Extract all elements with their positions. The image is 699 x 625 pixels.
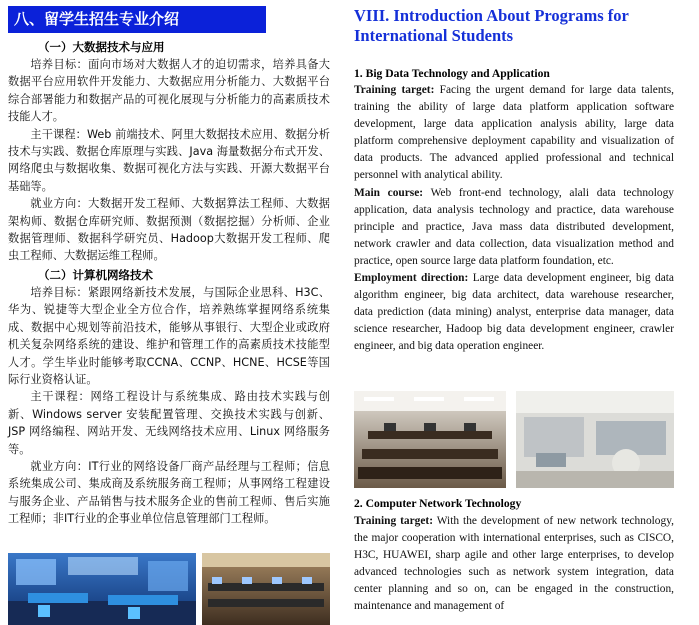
en-network-target-label: Training target: <box>354 515 434 527</box>
lab-photo-blue <box>8 553 196 625</box>
chinese-column <box>8 6 330 528</box>
right-photos <box>354 391 674 488</box>
lab-photo-warm <box>202 553 330 625</box>
en-target-label: Training target: <box>354 84 435 96</box>
en-employment-label: Employment direction: <box>354 272 469 285</box>
cn-network-target: 培养目标：紧跟网络新技术发展，与国际企业思科、H3C、华为、锐捷等大型企业全方位合作，培养熟练掌握网络系统集成、数据中心规划等前沿技术，能够从事银行、大型企业或政府机关复杂网络系统的建设、维护和管理工作的高素质技术技能型人才。学生毕业时能够考取CCNA、CCNP、HCNE、HCSE等国际行业资格认证。 <box>8 285 330 386</box>
en-big-data-courses: Main course: Web front-end technology, alali data technology application, data analysis technology and practice, data warehouse principle and practice, Java mass data distributed development, network crawler and data collection, data visualization method and practice, open source large data platform foundation, etc. <box>354 186 674 267</box>
en-heading-network: 2. Computer Network Technology <box>354 497 522 510</box>
english-section-title: VIII. Introduction About Programs for International Students <box>354 6 629 45</box>
classroom-photo <box>354 391 506 488</box>
chinese-section-title: 八、留学生招生专业介绍 <box>8 6 266 33</box>
cn-big-data-employment: 就业方向：大数据开发工程师、大数据算法工程师、大数据架构师、数据仓库研究师、数据预测（数据挖掘）分析师、企业数据管理师、数据科学研究员、Hadoop大数据开发工程师、爬虫工程师、大数据运维工程师。 <box>8 197 330 263</box>
en-network-block <box>354 513 674 616</box>
cn-heading-network: （二）计算机网络技术 <box>38 267 153 282</box>
en-heading-big-data: 1. Big Data Technology and Application <box>354 67 550 80</box>
lounge-photo <box>516 391 674 488</box>
cn-network-employment: 就业方向：IT行业的网络设备厂商产品经理与工程师；信息系统集成公司、集成商及系统服务商工程师；从事网络工程建设与服务企业、产品销售与技术服务企业的售前工程师、售后实施工程师；非IT行业的企事业单位信息管理部门工程师。 <box>8 459 330 526</box>
cn-big-data-target: 培养目标：面向市场对大数据人才的迫切需求，培养具备大数据平台应用软件开发能力、大数据应用分析能力、大数据平台综合部署能力和数据产品的可视化展现与分析能力的高素质技术技能人才。 <box>8 58 330 124</box>
en-big-data-employment: Employment direction: Large data development engineer, big data algorithm engineer, big data architect, data warehouse researcher, data prediction (data mining) analyst, enterprise data manager, data science researcher, Hadoop big data development engineer, crawler engineer, and big data operation engineer. <box>354 272 674 353</box>
cn-big-data-courses: 主干课程：Web 前端技术、阿里大数据技术应用、数据分析技术与实践、数据仓库原理与实践、Java 海量数据分布式开发、网络爬虫与数据收集、数据可视化方法与实践、开源大数据平台基础等。 <box>8 127 330 193</box>
left-photos <box>8 553 330 625</box>
en-courses-label: Main course: <box>354 186 424 199</box>
en-big-data-target: Training target: Facing the urgent demand for large data talents, training the ability of large data platform application software development, large data application analysis ability, large data platform comprehensive deployment capability and visualization of data products. The advanced applied professional and technical personnel with analytical ability. <box>354 84 674 182</box>
cn-heading-big-data: （一）大数据技术与应用 <box>38 40 165 54</box>
en-network-target: Training target: With the development of new network technology, the major cooperation with international enterprises, such as CISCO, H3C, HUAWEI, sharp agile and other large enterprises, to develop advanced technologies such as network system integration, data center planning and so on, can be engaged in the construction, maintenance and management of <box>354 515 674 613</box>
english-column <box>354 6 674 356</box>
cn-network-courses: 主干课程：网络工程设计与系统集成、路由技术实践与创新、Windows server 安装配置管理、交换技术实践与创新、JSP 网络编程、网站开发、无线网络技术应用、Linux 网络服务等。 <box>8 390 330 456</box>
